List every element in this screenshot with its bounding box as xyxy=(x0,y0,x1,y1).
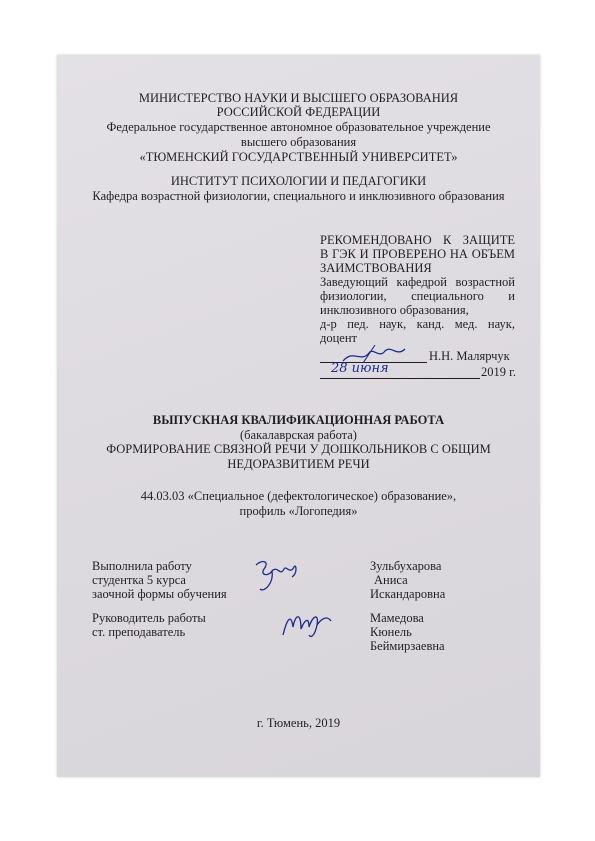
date-line xyxy=(320,377,480,379)
head-signer-name: Н.Н. Малярчук xyxy=(429,349,510,363)
title-page xyxy=(57,55,540,777)
university-name: «ТЮМЕНСКИЙ ГОСУДАРСТВЕННЫЙ УНИВЕРСИТЕТ» xyxy=(139,150,458,164)
approval-line-2: В ГЭК И ПРОВЕРЕНО НА ОБЪЕМ xyxy=(320,247,515,261)
supervisor-signature xyxy=(279,605,335,641)
head-line-1: Заведующий кафедрой возрастной xyxy=(320,275,515,289)
institution-line-1: Федеральное государственное автономное образовательное учреждение xyxy=(106,120,491,134)
student-label-line-1: Выполнила работу xyxy=(92,559,192,573)
head-line-3: инклюзивного образования, xyxy=(320,303,469,317)
degree-line: д-р пед. наук, канд. мед. наук, xyxy=(320,317,515,331)
department-name: Кафедра возрастной физиологии, специального и инклюзивного образования xyxy=(92,189,505,203)
approval-line-1: РЕКОМЕНДОВАНО К ЗАЩИТЕ xyxy=(320,233,515,247)
student-name xyxy=(370,559,445,601)
institute-name: ИНСТИТУТ ПСИХОЛОГИИ И ПЕДАГОГИКИ xyxy=(170,174,427,188)
specialty-line-1: 44.03.03 «Специальное (дефектологическое) образование», xyxy=(140,489,457,503)
student-signature xyxy=(250,555,302,597)
supervisor-patronymic: Беймирзаевна xyxy=(370,639,445,653)
supervisor-first-name: Кюнель xyxy=(370,625,412,639)
work-title-line-2: НЕДОРАЗВИТИЕМ РЕЧИ xyxy=(227,457,370,471)
student-label-line-2: студентка 5 курса xyxy=(92,573,186,587)
ministry-line-2: РОССИЙСКОЙ ФЕДЕРАЦИИ xyxy=(216,105,381,119)
approval-year: 2019 г. xyxy=(481,365,516,379)
supervisor-name xyxy=(370,611,445,653)
work-subtype: (бакалаврская работа) xyxy=(240,428,357,442)
head-line-2: физиологии, специального и xyxy=(320,289,515,303)
supervisor-label xyxy=(92,611,206,639)
work-type: ВЫПУСКНАЯ КВАЛИФИКАЦИОННАЯ РАБОТА xyxy=(152,413,445,427)
ministry-line-1: МИНИСТЕРСТВО НАУКИ И ВЫСШЕГО ОБРАЗОВАНИЯ xyxy=(138,91,459,105)
handwritten-date: 28 июня xyxy=(331,361,389,376)
work-title-line-1: ФОРМИРОВАНИЕ СВЯЗНОЙ РЕЧИ У ДОШКОЛЬНИКОВ С ОБЩИМ xyxy=(106,442,491,456)
supervisor-label-line-1: Руководитель работы xyxy=(92,611,206,625)
title-line: доцент xyxy=(320,331,357,345)
student-label xyxy=(92,559,227,601)
specialty-line-2: профиль «Логопедия» xyxy=(239,504,358,518)
student-surname: Зульбухарова xyxy=(370,559,442,573)
city-year: г. Тюмень, 2019 xyxy=(256,716,341,730)
supervisor-label-line-2: ст. преподаватель xyxy=(92,625,186,639)
approval-block xyxy=(320,233,515,345)
supervisor-surname: Мамедова xyxy=(370,611,424,625)
student-first-name: Аниса xyxy=(374,573,408,587)
approval-line-3: ЗАИМСТВОВАНИЯ xyxy=(320,261,432,275)
student-label-line-3: заочной формы обучения xyxy=(92,587,227,601)
institution-line-2: высшего образования xyxy=(240,135,357,149)
student-patronymic: Искандаровна xyxy=(370,587,446,601)
